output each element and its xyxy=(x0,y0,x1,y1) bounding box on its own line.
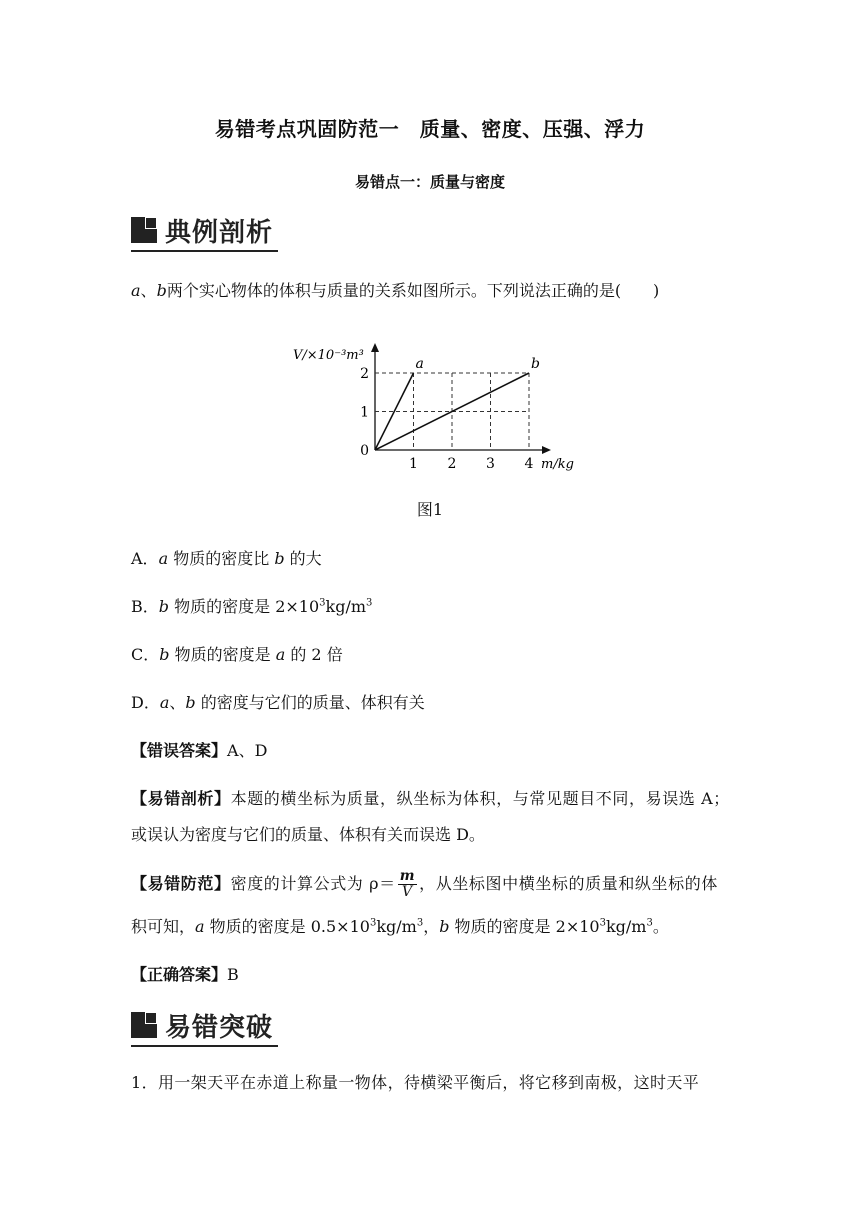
x-tick-label: 2 xyxy=(447,456,457,472)
section-heading: 易错突破 xyxy=(165,1012,274,1043)
option-d: D．a、b 的密度与它们的质量、体积有关 xyxy=(131,693,425,712)
x-tick-label: 4 xyxy=(524,456,534,472)
error-prevention-cont: 积可知，a 物质的密度是 $0.5\times 10^3kg/m^3$，b 物质的密度是 $2\times 10^3kg/m^3$。 xyxy=(131,917,669,936)
x-tick-label: 1 xyxy=(409,456,418,472)
square-bullet-icon xyxy=(131,1012,157,1038)
y-axis-label: V/×10⁻³m³ xyxy=(293,348,364,363)
origin-label: 0 xyxy=(360,443,369,459)
error-analysis-cont: 或误认为密度与它们的质量、体积有关而误选 D。 xyxy=(131,825,485,844)
y-tick-label: 1 xyxy=(360,404,369,421)
x-axis-arrow xyxy=(542,446,551,454)
question-stem: a、b两个实心物体的体积与质量的关系如图所示。下列说法正确的是( ) xyxy=(131,281,660,300)
series-line-a xyxy=(375,373,414,450)
option-a: A．a 物质的密度比 b 的大 xyxy=(131,549,322,568)
y-axis-arrow xyxy=(371,343,379,352)
square-bullet-icon xyxy=(131,217,157,243)
section-banner-breakthrough xyxy=(131,1007,273,1043)
option-c: C．b 物质的密度是 a 的 2 倍 xyxy=(131,645,343,664)
section-divider xyxy=(131,250,278,252)
error-analysis: 【易错剖析】本题的横坐标为质量，纵坐标为体积，与常见题目不同，易误选 A； xyxy=(131,789,730,808)
page-title: 易错考点巩固防范一 质量、密度、压强、浮力 xyxy=(214,117,646,141)
section-heading: 典例剖析 xyxy=(165,217,274,248)
option-b: B．b 物质的密度是 $2\times 10^3kg/m^3$ xyxy=(131,597,373,616)
wrong-answer: 【错误答案】A、D xyxy=(131,741,268,760)
y-tick-label: 2 xyxy=(360,366,369,382)
x-tick-label: 3 xyxy=(486,456,495,472)
series-label-b: b xyxy=(531,356,540,372)
figure-caption: 图1 xyxy=(416,500,444,519)
error-prevention: 【易错防范】密度的计算公式为 ρ＝ $\frac{m}{V}$ ，从坐标图中横坐标的质量和纵坐标的体 xyxy=(131,868,718,900)
density-fraction: $\frac{m}{V}$ xyxy=(399,868,416,900)
section-banner-example xyxy=(131,212,273,248)
correct-answer: 【正确答案】B xyxy=(131,965,239,984)
page-subtitle: 易错点一：质量与密度 xyxy=(354,173,505,191)
x-axis-label: m/kg xyxy=(541,457,574,472)
series-label-a: a xyxy=(415,356,424,372)
volume-mass-chart xyxy=(285,322,585,477)
problem-1: 1．用一架天平在赤道上称量一物体，待横梁平衡后，将它移到南极，这时天平 xyxy=(131,1073,700,1092)
section-divider xyxy=(131,1045,278,1047)
